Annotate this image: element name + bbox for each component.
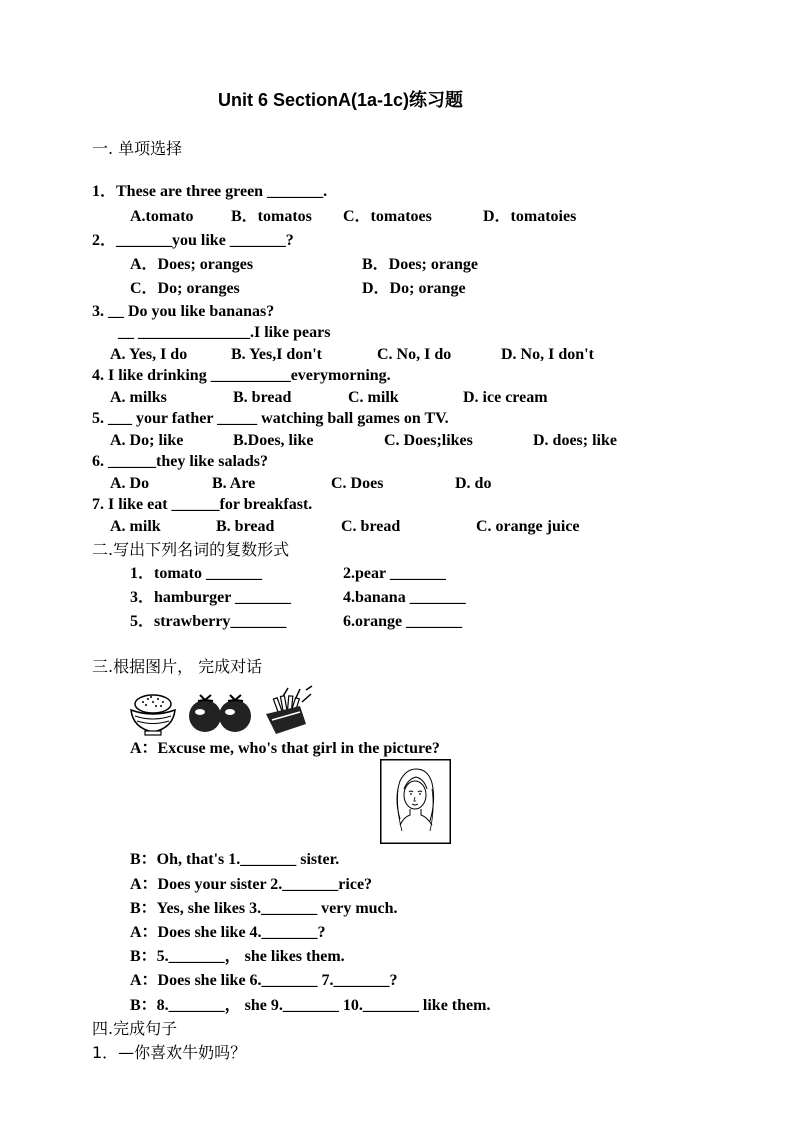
- plural-item: 4.banana _______: [343, 589, 466, 606]
- plural-item: 5．strawberry_______: [130, 613, 287, 630]
- option: D．Do; orange: [362, 280, 466, 297]
- section-heading-4: 四.完成句子: [92, 1019, 178, 1038]
- dialogue-line: A：Excuse me, who's that girl in the picture?: [130, 740, 440, 757]
- option: A. milks: [110, 389, 167, 406]
- option: D. does; like: [533, 432, 617, 449]
- plural-item: 2.pear _______: [343, 565, 446, 582]
- french-fries-icon: [262, 684, 318, 736]
- question-stem: 7. I like eat ______for breakfast.: [92, 496, 313, 513]
- question-stem: 2．_______you like _______?: [92, 232, 294, 249]
- dialogue-line: A：Does your sister 2._______rice?: [130, 876, 373, 893]
- option: C. bread: [341, 518, 401, 535]
- option: A. Do; like: [110, 432, 184, 449]
- option: A. milk: [110, 518, 161, 535]
- dialogue-line: B：Yes, she likes 3._______ very much.: [130, 900, 398, 917]
- dialogue-line: B：Oh, that's 1._______ sister.: [130, 851, 340, 868]
- question-stem: 4. I like drinking __________everymorning.: [92, 367, 391, 384]
- rice-bowl-icon: [128, 690, 178, 736]
- tomatoes-icon: [186, 692, 256, 736]
- option: B. Are: [212, 475, 256, 492]
- page-title: Unit 6 SectionA(1a-1c)练习题: [218, 90, 464, 110]
- option: B．tomatos: [231, 208, 312, 225]
- option: D. ice cream: [463, 389, 548, 406]
- option: C. orange juice: [476, 518, 580, 535]
- option: C. milk: [348, 389, 399, 406]
- option: D．tomatoies: [483, 208, 577, 225]
- plural-item: 3．hamburger _______: [130, 589, 292, 606]
- question-stem: 5. ___ your father _____ watching ball games on TV.: [92, 410, 449, 427]
- option: D. do: [455, 475, 492, 492]
- option: B.Does, like: [233, 432, 314, 449]
- option: C. Does: [331, 475, 384, 492]
- section-heading-2: 二.写出下列名词的复数形式: [92, 540, 290, 559]
- section-heading-1: 一. 单项选择: [92, 139, 183, 158]
- question-stem: 1．These are three green _______.: [92, 183, 328, 200]
- dialogue-line: B：8._______， she 9._______ 10._______ like them.: [130, 997, 491, 1014]
- question-stem: 6. ______they like salads?: [92, 453, 269, 470]
- option: A. Yes, I do: [110, 346, 188, 363]
- option: A．Does; oranges: [130, 256, 254, 273]
- option: C．tomatoes: [343, 208, 432, 225]
- girl-portrait-icon: [380, 759, 451, 844]
- option: C. No, I do: [377, 346, 452, 363]
- option: D. No, I don't: [501, 346, 594, 363]
- plural-item: 6.orange _______: [343, 613, 463, 630]
- section-heading-3: 三.根据图片， 完成对话: [92, 657, 263, 676]
- dialogue-line: B：5._______， she likes them.: [130, 948, 345, 965]
- question-stem: 3. __ Do you like bananas?: [92, 303, 275, 320]
- option: A. Do: [110, 475, 150, 492]
- dialogue-line: A：Does she like 6._______ 7._______?: [130, 972, 398, 989]
- option: C. Does;likes: [384, 432, 473, 449]
- option: B. Yes,I don't: [231, 346, 322, 363]
- sentence-question: 1．—你喜欢牛奶吗？: [92, 1043, 247, 1062]
- option: A.tomato: [130, 208, 194, 225]
- option: C．Do; oranges: [130, 280, 240, 297]
- option: B. bread: [216, 518, 275, 535]
- question-stem: __ ______________.I like pears: [118, 324, 331, 341]
- dialogue-line: A：Does she like 4._______?: [130, 924, 326, 941]
- option: B. bread: [233, 389, 292, 406]
- option: B．Does; orange: [362, 256, 478, 273]
- plural-item: 1．tomato _______: [130, 565, 262, 582]
